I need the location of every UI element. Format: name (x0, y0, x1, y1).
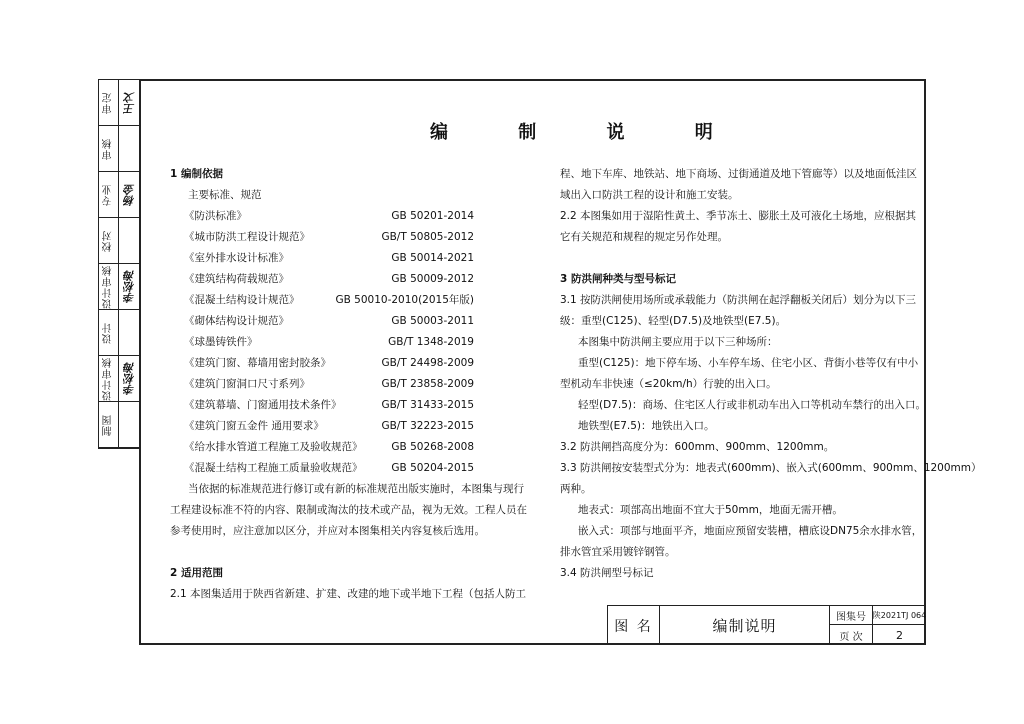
title-block (607, 605, 926, 645)
standard-code: GB 50204-2015 (391, 462, 474, 474)
note-line: 参考使用时，应注意加以区分，并应对本图集相关内容复核后选用。 (170, 525, 485, 537)
sidebar-cell: 专业 杨金 (99, 172, 139, 218)
standard-code: GB/T 32223-2015 (381, 420, 474, 432)
body-line: 2.1 本图集适用于陕西省新建、扩建、改建的地下或半地下工程（包括人防工 (170, 588, 527, 600)
standard-code: GB/T 1348-2019 (388, 336, 474, 348)
body-line: 3.3 防洪闸按安装型式分为：地表式(600mm)、嵌入式(600mm、900mm、1200mm） (560, 462, 982, 474)
section-heading: 3 防洪闸种类与型号标记 (560, 273, 676, 285)
signature: 李松海 (122, 362, 136, 395)
page-number: 2 (896, 628, 903, 642)
body-line: 轻型(D7.5)：商场、住宅区人行或非机动车出入口等机动车禁行的出入口。 (578, 399, 926, 411)
standard-code: GB 50010-2010(2015年版) (335, 294, 474, 306)
sidebar-cell: 审定 王文 (99, 80, 139, 126)
body-line: 它有关规范和规程的规定另作处理。 (560, 231, 728, 243)
sidebar-cell: 校对 (99, 218, 139, 264)
body-line: 3.4 防洪闸型号标记 (560, 567, 654, 579)
right-column (560, 164, 982, 584)
body-line: 排水管宜采用镀锌钢管。 (560, 546, 676, 558)
standard-row (170, 416, 474, 437)
standard-row (170, 290, 474, 311)
page-title: 编 制 说 明 (430, 122, 745, 143)
standard-name: 《建筑幕墙、门窗通用技术条件》 (184, 399, 342, 411)
section-heading: 2 适用范围 (170, 567, 223, 579)
section-heading: 1 编制依据 (170, 168, 223, 180)
standard-row (170, 269, 474, 290)
drawing-name-value: 编制说明 (660, 606, 830, 645)
standard-name: 《室外排水设计标准》 (184, 252, 289, 264)
standard-name: 《混凝土结构工程施工质量验收规范》 (184, 462, 363, 474)
standard-row (170, 227, 474, 248)
body-line: 嵌入式：项部与地面平齐，地面应预留安装槽，槽底设DN75余水排水管， (578, 525, 923, 537)
signature: 杨金 (122, 183, 136, 206)
standard-name: 《建筑门窗洞口尺寸系列》 (184, 378, 310, 390)
standard-code: GB/T 50805-2012 (381, 231, 474, 243)
standard-row (170, 395, 474, 416)
body-line: 地铁型(E7.5)：地铁出入口。 (578, 420, 715, 432)
standard-row (170, 458, 474, 479)
sidebar-cell: 制图 (99, 402, 139, 448)
spacer (560, 248, 922, 269)
standard-row (170, 311, 474, 332)
standard-code: GB/T 24498-2009 (381, 357, 474, 369)
standard-name: 《给水排水管道工程施工及验收规范》 (184, 441, 363, 453)
body-line: 型机动车非快速（≤20km/h）行驶的出入口。 (560, 378, 777, 390)
page-label: 页 次 (830, 625, 873, 645)
body-line: 两种。 (560, 483, 592, 495)
signature-sidebar (98, 79, 139, 449)
sidebar-cell: 设计 (99, 310, 139, 356)
standard-row (170, 206, 474, 227)
standard-name: 《建筑门窗五金件 通用要求》 (184, 420, 324, 432)
note-line: 当依据的标准规范进行修订或有新的标准规范出版实施时，本图集与现行 (188, 483, 524, 495)
body-line: 重型(C125)：地下停车场、小车停车场、住宅小区、背街小巷等仅有中小 (578, 357, 919, 369)
body-line: 级：重型(C125)、轻型(D7.5)及地铁型(E7.5)。 (560, 315, 787, 327)
spacer (170, 542, 505, 563)
standard-code: GB 50201-2014 (391, 210, 474, 222)
standard-code: GB 50003-2011 (391, 315, 474, 327)
sidebar-cell: 审核 (99, 126, 139, 172)
standard-row (170, 374, 474, 395)
body-line: 地表式：项部高出地面不宜大于50mm，地面无需开槽。 (578, 504, 843, 516)
body-line: 程、地下车库、地铁站、地下商场、过街通道及地下管廊等）以及地面低洼区 (560, 168, 917, 180)
standard-name: 《建筑结构荷载规范》 (184, 273, 289, 285)
intro-text: 主要标准、规范 (188, 189, 262, 201)
sidebar-cell: 设计审核 李松海 (99, 356, 139, 402)
signature: 王文 (122, 91, 136, 114)
signature: 李松海 (122, 270, 136, 303)
atlas-value: 陕2021TJ 064 (873, 606, 926, 625)
standard-name: 《混凝土结构设计规范》 (184, 294, 300, 306)
note-line: 工程建设标准不符的内容、限制或淘汰的技术或产品，视为无效。工程人员在 (170, 504, 527, 516)
body-line: 3.2 防洪闸挡高度分为：600mm、900mm、1200mm。 (560, 441, 835, 453)
atlas-label: 图集号 (830, 606, 873, 625)
standard-code: GB/T 31433-2015 (381, 399, 474, 411)
body-line: 3.1 按防洪闸使用场所或承载能力（防洪闸在起浮翻板关闭后）划分为以下三 (560, 294, 917, 306)
left-column (170, 164, 527, 605)
standards-list (170, 206, 505, 479)
body-line: 2.2 本图集如用于湿陷性黄土、季节冻土、膨胀土及可液化土场地，应根据其 (560, 210, 917, 222)
standard-row (170, 437, 474, 458)
sidebar-cell: 设计审核 李松海 (99, 264, 139, 310)
standard-code: GB 50009-2012 (391, 273, 474, 285)
standard-row (170, 248, 474, 269)
body-line: 本图集中防洪闸主要应用于以下三种场所： (578, 336, 778, 348)
standard-name: 《防洪标准》 (184, 210, 247, 222)
standard-name: 《砌体结构设计规范》 (184, 315, 289, 327)
standard-name: 《球墨铸铁件》 (184, 336, 258, 348)
standard-code: GB/T 23858-2009 (381, 378, 474, 390)
body-line: 域出入口防洪工程的设计和施工安装。 (560, 189, 739, 201)
standard-name: 《建筑门窗、幕墙用密封胶条》 (184, 357, 331, 369)
standard-row (170, 353, 474, 374)
standard-row (170, 332, 474, 353)
standard-name: 《城市防洪工程设计规范》 (184, 231, 310, 243)
standard-code: GB 50268-2008 (391, 441, 474, 453)
standard-code: GB 50014-2021 (391, 252, 474, 264)
drawing-name-label: 图 名 (608, 606, 660, 645)
